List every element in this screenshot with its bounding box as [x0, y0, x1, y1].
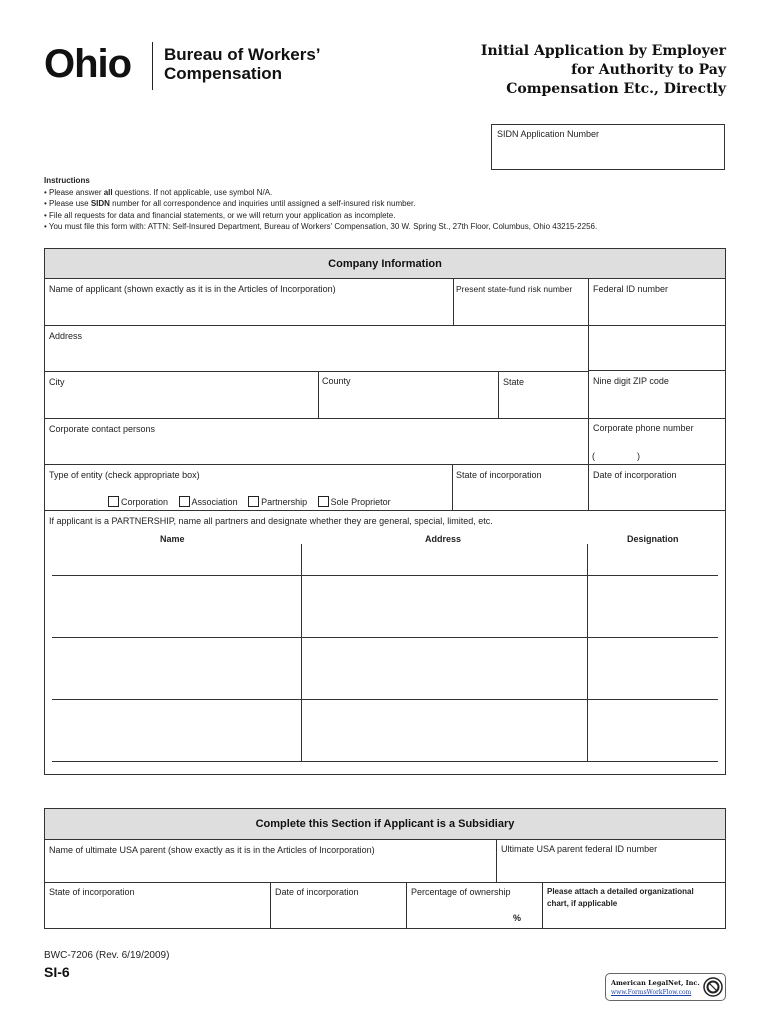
- vendor-badge[interactable]: [605, 973, 726, 1001]
- instruction-1: [44, 187, 597, 199]
- contact-persons-label: Corporate contact persons: [49, 424, 156, 434]
- address-label: Address: [49, 331, 83, 341]
- option-sole-proprietor[interactable]: [318, 497, 391, 507]
- zip-label: Nine digit ZIP code: [593, 376, 669, 386]
- instruction-2: [44, 198, 597, 210]
- percent-sign: %: [513, 913, 522, 923]
- form-title: [481, 42, 726, 99]
- partners-col-designation: Designation: [627, 534, 679, 544]
- county-label: County: [322, 376, 351, 386]
- org-chart-note: Please attach a detailed organizational chart, if applicable: [547, 887, 694, 908]
- address-right-blank: [589, 326, 725, 371]
- instructions: [44, 175, 597, 233]
- phone-label: Corporate phone number: [593, 423, 694, 433]
- agency-name: [164, 45, 321, 83]
- phone-area-open: (: [592, 451, 595, 461]
- vendor-seal-icon: [703, 977, 723, 997]
- sidn-label: SIDN Application Number: [497, 129, 600, 139]
- partners-col-address: Address: [425, 534, 462, 544]
- option-partnership[interactable]: [248, 497, 307, 507]
- association-checkbox[interactable]: [179, 496, 190, 507]
- option-association-label: Association: [191, 497, 238, 507]
- state-label: State: [503, 377, 525, 387]
- form-title-line-2: for Authority to Pay: [571, 62, 726, 78]
- subsidiary-heading: Complete this Section if Applicant is a Subsidiary: [45, 809, 725, 840]
- form-number: BWC-7206 (Rev. 6/19/2009): [44, 950, 170, 961]
- phone-area-close: ): [637, 451, 640, 461]
- form-title-line-1: Initial Application by Employer: [480, 43, 726, 59]
- incorporation-date-label: Date of incorporation: [593, 470, 677, 480]
- partnership-checkbox[interactable]: [248, 496, 259, 507]
- instructions-heading: Instructions: [44, 176, 90, 185]
- ohio-logo: Ohio: [44, 42, 132, 86]
- instruction-1-post: questions. If not applicable, use symbol N/A.: [112, 187, 273, 197]
- logo-divider: [152, 42, 153, 90]
- parent-fedid-label: Ultimate USA parent federal ID number: [501, 844, 658, 854]
- instruction-1-bold: all: [103, 187, 113, 197]
- partnership-note: If applicant is a PARTNERSHIP, name all partners and designate whether they are general, special, limited, etc.: [49, 516, 493, 526]
- instruction-1-pre: • Please answer: [44, 187, 104, 197]
- instruction-3: • File all requests for data and financial statements, or we will return your application as incomplete.: [44, 210, 396, 220]
- partner-row-3[interactable]: [52, 700, 718, 761]
- partners-row-line-4: [52, 761, 718, 762]
- city-label: City: [49, 377, 65, 387]
- option-sole-proprietor-label: Sole Proprietor: [330, 497, 391, 507]
- partners-table: [52, 544, 718, 762]
- instruction-2-bold: SIDN: [90, 199, 110, 208]
- option-corporation[interactable]: [108, 497, 168, 507]
- city-field[interactable]: [45, 371, 319, 419]
- vendor-url[interactable]: www.FormsWorkFlow.com: [611, 989, 692, 996]
- agency-line-1: Bureau of Workers’: [164, 45, 321, 64]
- partner-row-2[interactable]: [52, 638, 718, 699]
- option-association[interactable]: [179, 497, 238, 507]
- address-field[interactable]: [45, 326, 589, 371]
- option-partnership-label: Partnership: [261, 497, 308, 507]
- sub-incorporation-date-label: Date of incorporation: [275, 887, 359, 897]
- entity-options: [108, 496, 391, 507]
- sub-incorporation-state-label: State of incorporation: [49, 887, 135, 897]
- sole-proprietor-checkbox[interactable]: [318, 496, 329, 507]
- option-corporation-label: Corporation: [121, 497, 169, 507]
- risk-number-label: Present state-fund risk number: [456, 284, 573, 294]
- instruction-4: • You must file this form with: ATTN: Self-Insured Department, Bureau of Workers' Compensation, 30 W. Spring St., 27th Floor, Columbus, Ohio 43215-2256.: [44, 222, 598, 231]
- ownership-percentage-label: Percentage of ownership: [411, 887, 511, 897]
- partners-col-name: Name: [160, 534, 185, 544]
- instruction-2-post: number for all correspondence and inquiries until assigned a self-insured risk number.: [109, 199, 416, 208]
- entity-type-label: Type of entity (check appropriate box): [49, 470, 200, 480]
- instruction-2-pre: • Please use: [44, 199, 91, 208]
- partner-row-1[interactable]: [52, 576, 718, 637]
- vendor-name: American LegalNet, Inc.: [611, 979, 700, 987]
- company-information-heading: Company Information: [45, 249, 725, 279]
- corporation-checkbox[interactable]: [108, 496, 119, 507]
- form-title-line-3: Compensation Etc., Directly: [506, 81, 726, 97]
- federal-id-label: Federal ID number: [593, 284, 669, 294]
- applicant-name-label: Name of applicant (shown exactly as it is in the Articles of Incorporation): [49, 284, 336, 294]
- incorporation-state-label: State of incorporation: [456, 470, 542, 480]
- form-code: SI-6: [44, 964, 70, 980]
- parent-name-label: Name of ultimate USA parent (show exactly as it is in the Articles of Incorporation): [49, 845, 375, 855]
- agency-line-2: Compensation: [164, 64, 283, 83]
- sidn-field[interactable]: [491, 124, 725, 170]
